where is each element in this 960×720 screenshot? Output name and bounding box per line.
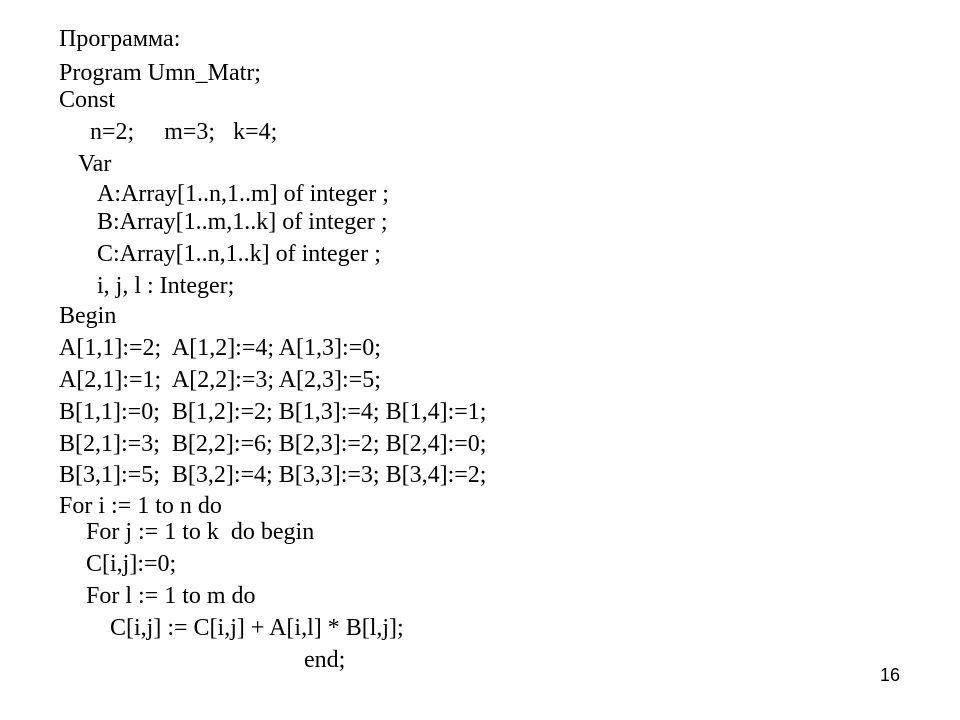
- code-line-a-row-2: A[2,1]:=1; A[2,2]:=3; A[2,3]:=5;: [59, 367, 381, 393]
- code-line-indices: i, j, l : Integer;: [97, 273, 235, 299]
- code-line-b-row-1: B[1,1]:=0; B[1,2]:=2; B[1,3]:=4; B[1,4]:=1;: [59, 399, 487, 425]
- code-line-heading: Программа:: [59, 26, 181, 52]
- code-line-begin: Begin: [59, 303, 117, 329]
- code-line-for-j: For j := 1 to k do begin: [86, 519, 315, 545]
- code-line-for-l: For l := 1 to m do: [86, 583, 256, 609]
- code-line-array-b: B:Array[1..m,1..k] of integer ;: [97, 209, 388, 235]
- code-line-constants: n=2; m=3; k=4;: [90, 119, 278, 145]
- code-line-program: Program Umn_Matr;: [59, 60, 261, 86]
- code-line-array-a: A:Array[1..n,1..m] of integer ;: [97, 181, 389, 207]
- code-line-a-row-1: A[1,1]:=2; A[1,2]:=4; A[1,3]:=0;: [59, 335, 381, 361]
- code-line-b-row-2: B[2,1]:=3; B[2,2]:=6; B[2,3]:=2; B[2,4]:=0;: [59, 431, 487, 457]
- code-line-c-accumulate: C[i,j] := C[i,j] + A[i,l] * B[l,j];: [110, 615, 404, 641]
- code-line-for-i: For i := 1 to n do: [59, 493, 222, 519]
- page-number: 16: [880, 665, 901, 685]
- code-line-b-row-3: B[3,1]:=5; B[3,2]:=4; B[3,3]:=3; B[3,4]:=2;: [59, 462, 487, 488]
- code-line-var: Var: [78, 151, 112, 177]
- code-line-array-c: C:Array[1..n,1..k] of integer ;: [97, 241, 381, 267]
- code-line-c-init: C[i,j]:=0;: [86, 551, 177, 577]
- code-line-const: Const: [59, 87, 116, 113]
- code-line-end: end;: [304, 647, 346, 673]
